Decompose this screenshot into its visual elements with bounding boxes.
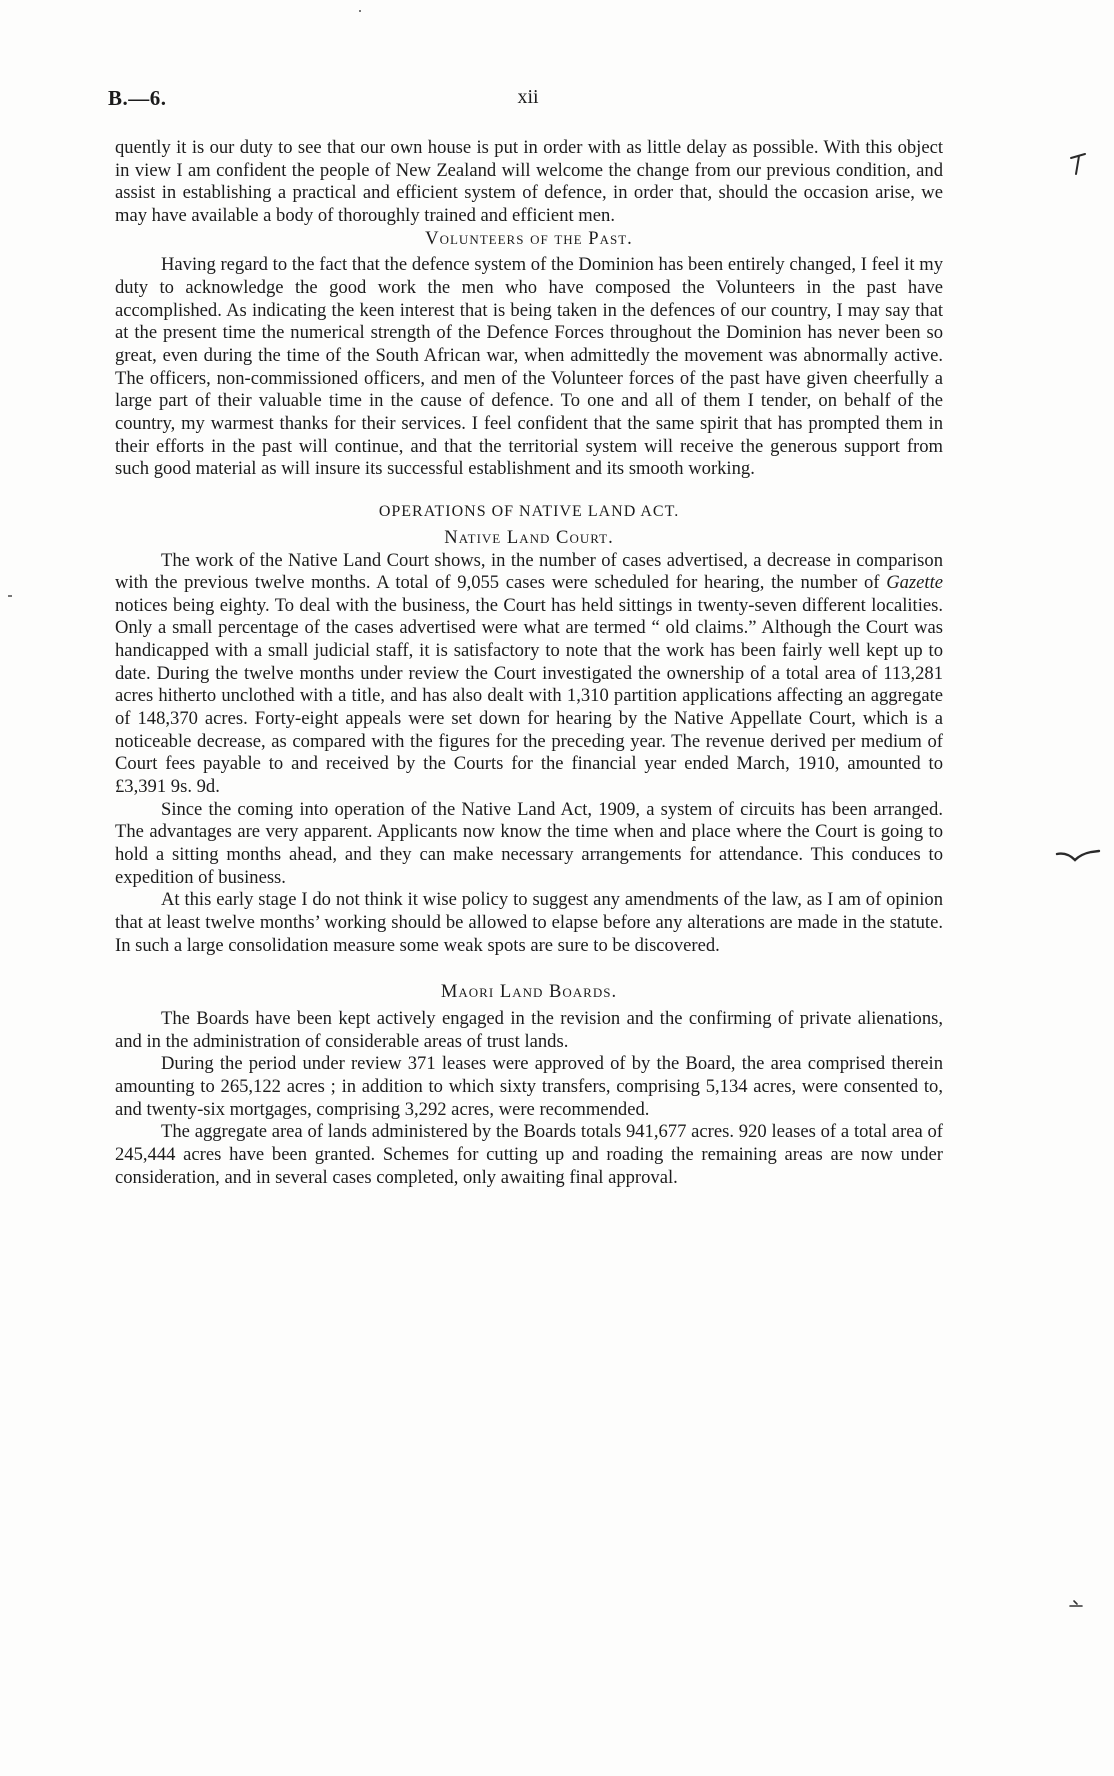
paragraph-boards-engaged: The Boards have been kept actively engaged in the revision and the confirming of private alienations, and in the administration of considerable areas of trust lands. [115, 1007, 943, 1052]
paragraph-continued: quently it is our duty to see that our own house is put in order with as little delay as possible. With this object in view I am confident the people of New Zealand will welcome the change from our previous condition, and assist in establishing a practical and efficient system of defence, in order that, should the occasion arise, we may have available a body of thoroughly trained and efficient men. [115, 137, 943, 226]
paragraph-native-land-court [115, 550, 943, 799]
stray-mark-left [8, 595, 12, 597]
section-heading-operations: OPERATIONS OF NATIVE LAND ACT. [378, 502, 680, 520]
document-reference: B.—6. [108, 86, 167, 110]
paragraph-circuits: Since the coming into operation of the Native Land Act, 1909, a system of circuits has been arranged. The advantages are very apparent. Applicants now know the time when and place where the Court is going to hold a sitting months ahead, and they can make necessary arrangements for attendance. This conduces to expedition of business. [115, 798, 943, 888]
page-number: xii [517, 86, 539, 108]
section-heading-volunteers: Volunteers of the Past. [425, 227, 633, 249]
margin-caret-mark [1055, 848, 1101, 868]
section-heading-native-land-court: Native Land Court. [444, 526, 614, 548]
margin-small-mark [1068, 1598, 1084, 1610]
gazette-italic: Gazette [886, 572, 943, 594]
body-text [115, 137, 943, 1189]
paragraph-volunteers: Having regard to the fact that the defence system of the Dominion has been entirely changed, I feel it my duty to acknowledge the good work the men who have composed the Volunteers in the past have accomplished. As indicating the keen interest that is being taken in the defences of our country, I may say that at the present time the numerical strength of the Defence Forces throughout the Dominion has never been so great, even during the time of the South African war, when admittedly the movement was abnormally active. The officers, non-commissioned officers, and men of the Volunteer forces of the past have given cheerfully a large part of their valuable time in the cause of defence. To one and all of them I tender, on behalf of the country, my warmest thanks for their services. I feel confident that the same spirit that has prompted them in their efforts in the past will continue, and that the territorial system will receive the generous support from such good material as will insure its successful establishment and its smooth working. [115, 254, 943, 480]
paragraph-amendments: At this early stage I do not think it wise policy to suggest any amendments of the law, as I am of opinion that at least twelve months’ working should be allowed to elapse before any alterations are made in the statute. In such a large consolidation measure some weak spots are sure to be discovered. [115, 889, 943, 956]
paragraph-leases-approved: During the period under review 371 leases were approved of by the Board, the area comprised therein amounting to 265,122 acres ; in addition to which sixty transfers, comprising 5,134 acres, were consented to, and twenty-six mortgages, comprising 3,292 acres, were recommended. [115, 1053, 943, 1120]
paragraph-aggregate-area: The aggregate area of lands administered by the Boards totals 941,677 acres. 920 leases of a total area of 245,444 acres have been granted. Schemes for cutting up and roading the remaining areas are now under consideration, and in several cases completed, only awaiting final approval. [115, 1121, 943, 1188]
page-header [108, 86, 948, 112]
stray-mark-top [359, 10, 361, 12]
margin-tick-mark [1068, 152, 1088, 176]
section-heading-maori-land-boards: Maori Land Boards. [440, 981, 618, 1003]
paragraph-native-land-court-part1: The work of the Native Land Court shows, in the number of cases advertised, a decrease in comparison with the previous twelve months. A total of 9,055 cases were scheduled for hearing, the number of [115, 549, 943, 594]
paragraph-native-land-court-part2: notices being eighty. To deal with the business, the Court has held sittings in twenty-seven different localities. Only a small percentage of the cases advertised were what are termed “ old claims.” Although the Court was handicapped with a small judicial staff, it is satisfactory to note that the work has been fairly well kept up to date. During the twelve months under review the Court investigated the ownership of a total area of 113,281 acres hitherto unclothed with a title, and has also dealt with 1,310 partition applications affecting an aggregate of 148,370 acres. Forty-eight appeals were set down for hearing by the Native Appellate Court, which is a noticeable decrease, as compared with the figures for the preceding year. The revenue derived per medium of Court fees payable to and received by the Courts for the financial year ended March, 1910, amounted to £3,391 9s. 9d. [115, 594, 943, 798]
